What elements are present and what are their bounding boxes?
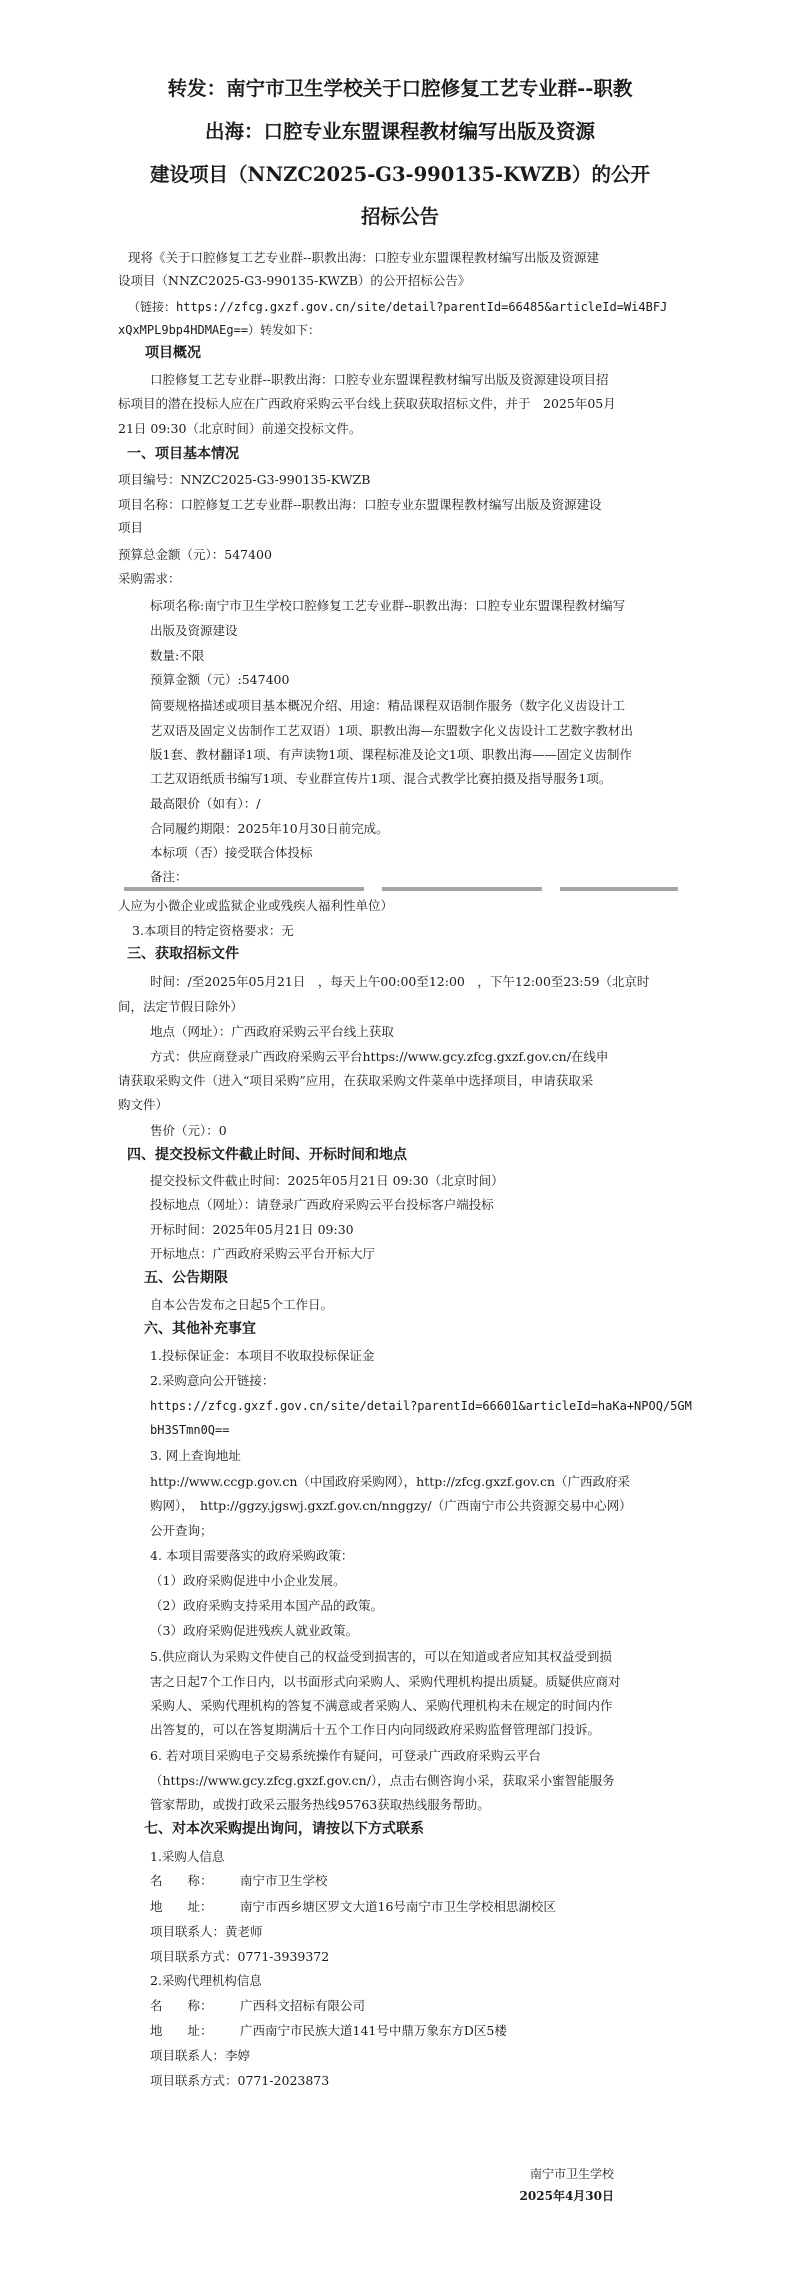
page-title-line-4: 招标公告 [360, 205, 439, 228]
query-address-links[interactable]: http://www.ccgp.gov.cn（中国政府采购网），http://zfcg.gxzf.gov.cn（广西政府采 [150, 1474, 631, 1489]
support-note: （https://www.gcy.zfcg.gxzf.gov.cn/），点击右侧咨询小采，获取采小蜜智能服务 [150, 1773, 615, 1788]
submit-deadline: 提交投标文件截止时间：2025年05月21日 09:30（北京时间） [150, 1173, 504, 1188]
section-heading-7: 七、对本次采购提出询问，请按以下方式联系 [144, 1821, 424, 1837]
intention-link[interactable]: https://zfcg.gxzf.gov.cn/site/detail?parentId=66601&articleId=haKa+NPOQ/5GM [150, 1399, 692, 1413]
project-name: 项目名称：口腔修复工艺专业群--职教出海：口腔专业东盟课程教材编写出版及资源建设 [118, 497, 602, 512]
section-heading-5: 五、公告期限 [144, 1270, 228, 1286]
buyer-address-label: 地 址： [150, 1899, 213, 1914]
lot-quantity: 数量:不限 [150, 648, 205, 663]
buyer-name: 南宁市卫生学校 [240, 1873, 328, 1888]
overview-text: 口腔修复工艺专业群--职教出海：口腔专业东盟课程教材编写出版及资源建设项目招 [150, 372, 609, 387]
get-doc-method: 方式：供应商登录广西政府采购云平台https://www.gcy.zfcg.gxzf.gov.cn/在线申 [150, 1049, 609, 1064]
lot-name: 出版及资源建设 [150, 623, 238, 638]
remark-label: 备注： [150, 869, 188, 884]
policy-item: （2）政府采购支持采用本国产品的政策。 [150, 1598, 383, 1613]
lot-description: 艺双语及固定义齿制作工艺双语）1项、职教出海—东盟数字化义齿设计工艺数字教材出 [150, 723, 633, 738]
page-title-line-2: 出海：口腔专业东盟课程教材编写出版及资源 [204, 120, 595, 143]
agent-address: 广西南宁市民族大道141号中鼎万象东方D区5楼 [240, 2023, 507, 2038]
agent-name-label: 名 称： [150, 1998, 213, 2013]
agent-contact: 项目联系人：李婷 [150, 2048, 251, 2063]
complaint-note: 出答复的，可以在答复期满后十五个工作日内向同级政府采购监督管理部门投诉。 [150, 1722, 601, 1737]
signature-date: 2025年4月30日 [519, 2189, 614, 2203]
complaint-note: 采购人、采购代理机构的答复不满意或者采购人、采购代理机构未在规定的时间内作 [150, 1698, 613, 1713]
intention-link[interactable]: bH3STmn0Q== [150, 1423, 230, 1437]
requirement-label: 采购需求： [118, 571, 181, 586]
buyer-phone: 项目联系方式：0771-3939372 [150, 1949, 330, 1964]
lot-name: 标项名称:南宁市卫生学校口腔修复工艺专业群--职教出海：口腔专业东盟课程教材编写 [150, 598, 626, 613]
project-name: 项目 [118, 520, 144, 535]
deposit-note: 1.投标保证金：本项目不收取投标保证金 [150, 1348, 375, 1363]
query-address-links[interactable]: 购网）， http://ggzy.jgswj.gxzf.gov.cn/nnggzy/（广西南宁市公共资源交易中心网） [150, 1498, 632, 1513]
submit-place: 投标地点（网址）：请登录广西政府采购云平台投标客户端投标 [150, 1197, 494, 1212]
lot-budget: 预算金额（元）:547400 [150, 672, 290, 687]
get-doc-time: 时间：/至2025年05月21日 ，每天上午00:00至12:00 ，下午12:00至23:59（北京时 [150, 974, 650, 989]
agent-phone: 项目联系方式：0771-2023873 [150, 2073, 330, 2088]
open-place: 开标地点：广西政府采购云平台开标大厅 [150, 1246, 376, 1261]
buyer-contact: 项目联系人：黄老师 [150, 1924, 263, 1939]
agent-info-title: 2.采购代理机构信息 [150, 1973, 262, 1988]
query-address-label: 3. 网上查询地址 [150, 1448, 241, 1463]
section-heading-overview: 项目概况 [145, 345, 201, 361]
policy-item: （3）政府采购促进残疾人就业政策。 [150, 1623, 358, 1638]
page-title-line-1: 转发：南宁市卫生学校关于口腔修复工艺专业群--职教 [167, 77, 633, 100]
lot-description: 版1套、教材翻译1项、有声读物1项、课程标准及论文1项、职教出海——固定义齿制作 [150, 747, 632, 762]
overview-text: 标项目的潜在投标人应在广西政府采购云平台线上获取获取招标文件，并于 2025年05月 [118, 396, 616, 411]
lot-description: 工艺双语纸质书编写1项、专业群宣传片1项、混合式教学比赛拍摄及指导服务1项。 [150, 771, 612, 786]
notice-period: 自本公告发布之日起5个工作日。 [150, 1297, 333, 1312]
agent-name: 广西科文招标有限公司 [240, 1998, 366, 2013]
page-title-line-3: 建设项目（NNZC2025-G3-990135-KWZB）的公开 [150, 163, 650, 186]
project-code: 项目编号：NNZC2025-G3-990135-KWZB [118, 472, 371, 487]
cut-text-fragment [124, 886, 680, 894]
policy-item: （1）政府采购促进中小企业发展。 [150, 1573, 346, 1588]
buyer-info-title: 1.采购人信息 [150, 1849, 225, 1864]
support-note: 管家帮助，或拨打政采云服务热线95763获取热线服务帮助。 [150, 1797, 490, 1812]
overview-text: 21日 09:30（北京时间）前递交投标文件。 [118, 421, 362, 436]
buyer-name-label: 名 称： [150, 1873, 213, 1888]
intro-text: 设项目（NNZC2025-G3-990135-KWZB）的公开招标公告》 [118, 273, 471, 288]
budget-total: 预算总金额（元）：547400 [118, 547, 272, 562]
consortium-note: 本标项（否）接受联合体投标 [150, 845, 313, 860]
intro-text: 现将《关于口腔修复工艺专业群--职教出海：口腔专业东盟课程教材编写出版及资源建 [128, 250, 599, 265]
max-price: 最高限价（如有）：/ [150, 796, 261, 811]
contract-period: 合同履约期限：2025年10月30日前完成。 [150, 821, 389, 836]
section-heading-6: 六、其他补充事宜 [144, 1321, 256, 1337]
policy-label: 4. 本项目需要落实的政府采购政策： [150, 1548, 354, 1563]
section-heading-3: 三、获取招标文件 [127, 946, 239, 962]
get-doc-place: 地点（网址）：广西政府采购云平台线上获取 [150, 1024, 394, 1039]
source-link[interactable]: xQxMPL9bp4HDMAEg==）转发如下： [118, 323, 321, 337]
qualification-note: 人应为小微企业或监狱企业或残疾人福利性单位） [118, 898, 394, 913]
open-time: 开标时间：2025年05月21日 09:30 [150, 1222, 354, 1237]
source-link[interactable]: （链接：https://zfcg.gxzf.gov.cn/site/detail?parentId=66485&articleId=Wi4BFJ [128, 300, 668, 314]
doc-price: 售价（元）：0 [150, 1123, 227, 1138]
complaint-note: 害之日起7个工作日内，以书面形式向采购人、采购代理机构提出质疑。质疑供应商对 [150, 1674, 621, 1689]
intention-link-label: 2.采购意向公开链接： [150, 1373, 275, 1388]
special-qualification: 3.本项目的特定资格要求：无 [132, 923, 294, 938]
get-doc-time: 间，法定节假日除外） [118, 999, 244, 1014]
query-address-note: 公开查询； [150, 1523, 213, 1538]
support-note: 6. 若对项目采购电子交易系统操作有疑问，可登录广西政府采购云平台 [150, 1748, 541, 1763]
complaint-note: 5.供应商认为采购文件使自己的权益受到损害的，可以在知道或者应知其权益受到损 [150, 1649, 612, 1664]
get-doc-method: 请获取采购文件（进入“项目采购”应用，在获取采购文件菜单中选择项目，申请获取采 [118, 1073, 594, 1088]
lot-description: 简要规格描述或项目基本概况介绍、用途：精品课程双语制作服务（数字化义齿设计工 [150, 698, 626, 713]
section-heading-4: 四、提交投标文件截止时间、开标时间和地点 [127, 1147, 407, 1163]
section-heading-1: 一、项目基本情况 [127, 446, 239, 462]
get-doc-method: 购文件） [118, 1097, 169, 1112]
signature-org: 南宁市卫生学校 [529, 2167, 614, 2181]
agent-address-label: 地 址： [150, 2023, 213, 2038]
buyer-address: 南宁市西乡塘区罗文大道16号南宁市卫生学校相思湖校区 [240, 1899, 556, 1914]
